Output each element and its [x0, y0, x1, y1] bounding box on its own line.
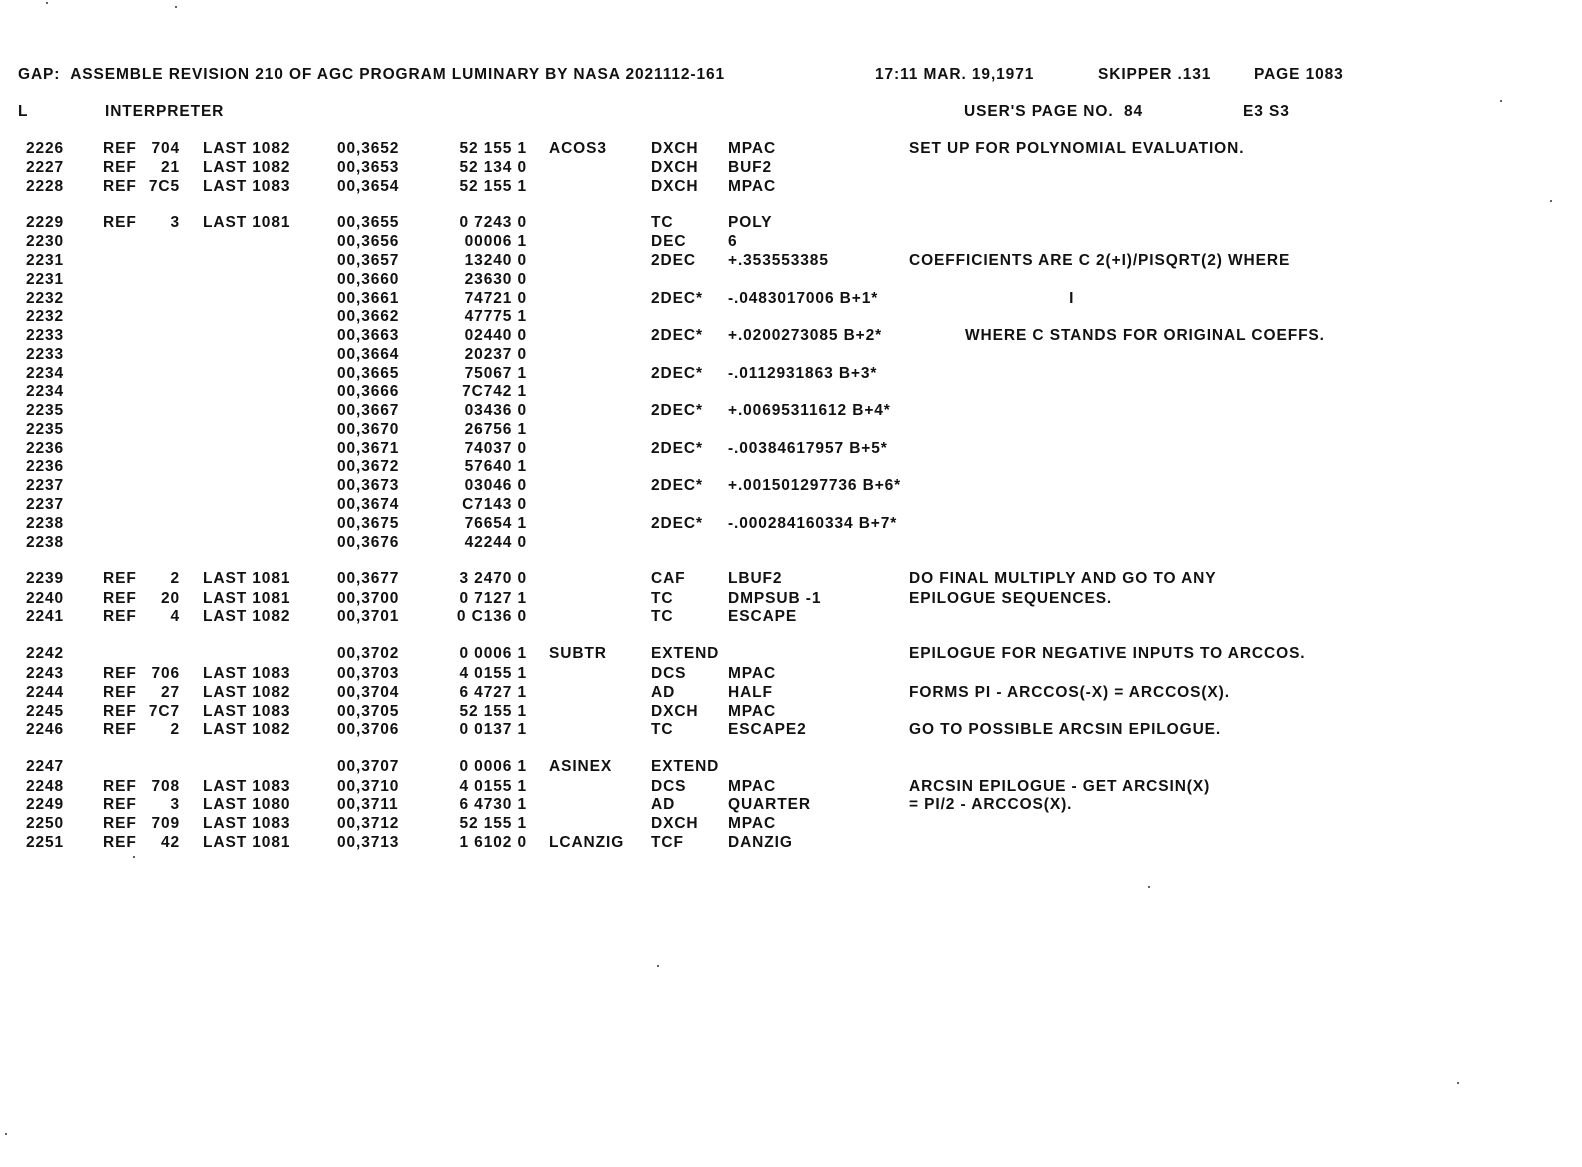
line-number: 2235	[26, 402, 65, 419]
operand: 6	[728, 233, 738, 250]
octal-word: 02440 0	[464, 327, 527, 344]
last-page: LAST 1082	[203, 608, 291, 625]
assembly-title: GAP: ASSEMBLE REVISION 210 OF AGC PROGRAM LUMINARY BY NASA 2021112-161	[18, 66, 726, 83]
address: 00,3710	[337, 778, 400, 795]
line-number: 2245	[26, 703, 65, 720]
last-page: LAST 1082	[203, 684, 291, 701]
ref-label: REF	[103, 608, 137, 625]
octal-word: 52 155 1	[459, 703, 527, 720]
symbol-label: ASINEX	[549, 758, 613, 775]
comment: FORMS PI - ARCCOS(-X) = ARCCOS(X).	[909, 684, 1230, 701]
line-number: 2248	[26, 778, 65, 795]
last-page: LAST 1080	[203, 796, 291, 813]
listing-row	[0, 645, 1582, 664]
address: 00,3660	[337, 271, 400, 288]
listing-row	[0, 608, 1582, 627]
operand: HALF	[728, 684, 773, 701]
operand: MPAC	[728, 665, 777, 682]
listing-row	[0, 233, 1582, 252]
octal-word: 23630 0	[464, 271, 527, 288]
line-number: 2240	[26, 590, 65, 607]
octal-word: 4 0155 1	[459, 778, 527, 795]
ref-count: 7C7	[148, 703, 180, 720]
listing-row	[0, 252, 1582, 271]
ref-label: REF	[103, 703, 137, 720]
listing-row	[0, 758, 1582, 777]
ref-count: 708	[151, 778, 180, 795]
ref-count: 7C5	[148, 178, 180, 195]
listing-row	[0, 778, 1582, 797]
address: 00,3707	[337, 758, 400, 775]
opcode: AD	[651, 684, 676, 701]
ref-label: REF	[103, 178, 137, 195]
octal-word: 76654 1	[464, 515, 527, 532]
scan-speck	[133, 856, 135, 858]
address: 00,3657	[337, 252, 400, 269]
line-number: 2237	[26, 477, 65, 494]
operand: +.353553385	[728, 252, 829, 269]
listing-row	[0, 515, 1582, 534]
operand: MPAC	[728, 178, 777, 195]
octal-word: 52 155 1	[459, 815, 527, 832]
listing-row	[0, 665, 1582, 684]
address: 00,3652	[337, 140, 400, 157]
line-number: 2233	[26, 346, 65, 363]
line-number: 2249	[26, 796, 65, 813]
operand: ESCAPE2	[728, 721, 807, 738]
ref-count: 20	[160, 590, 180, 607]
comment-continuation: WHERE C STANDS FOR ORIGINAL COEFFS.	[965, 327, 1325, 344]
comment: GO TO POSSIBLE ARCSIN EPILOGUE.	[909, 721, 1222, 738]
ref-label: REF	[103, 796, 137, 813]
scan-speck	[1550, 200, 1552, 202]
opcode: EXTEND	[651, 758, 720, 775]
last-page: LAST 1083	[203, 178, 291, 195]
address: 00,3663	[337, 327, 400, 344]
opcode: DCS	[651, 778, 687, 795]
listing-row	[0, 477, 1582, 496]
line-number: 2236	[26, 458, 65, 475]
line-number: 2242	[26, 645, 65, 662]
scan-speck	[46, 2, 48, 4]
opcode: 2DEC*	[651, 365, 703, 382]
listing-row	[0, 214, 1582, 233]
opcode: DXCH	[651, 159, 699, 176]
comment: EPILOGUE SEQUENCES.	[909, 590, 1113, 607]
address: 00,3664	[337, 346, 400, 363]
octal-word: 6 4727 1	[459, 684, 527, 701]
last-page: LAST 1082	[203, 140, 291, 157]
octal-word: 0 0006 1	[459, 645, 527, 662]
address: 00,3670	[337, 421, 400, 438]
line-number: 2226	[26, 140, 65, 157]
octal-word: 13240 0	[464, 252, 527, 269]
symbol-label: ACOS3	[549, 140, 607, 157]
listing-row	[0, 534, 1582, 553]
opcode: TC	[651, 214, 674, 231]
octal-word: 74721 0	[464, 290, 527, 307]
opcode: DXCH	[651, 178, 699, 195]
ref-count: 709	[151, 815, 180, 832]
octal-word: 1 6102 0	[459, 834, 527, 851]
scan-speck	[175, 6, 177, 8]
address: 00,3662	[337, 308, 400, 325]
scan-speck	[657, 965, 659, 967]
listing-row	[0, 290, 1582, 309]
section-title: INTERPRETER	[105, 103, 225, 120]
address: 00,3667	[337, 402, 400, 419]
operand: -.000284160334 B+7*	[728, 515, 898, 532]
last-page: LAST 1083	[203, 815, 291, 832]
octal-word: 52 155 1	[459, 178, 527, 195]
last-page: LAST 1082	[203, 721, 291, 738]
opcode: 2DEC*	[651, 290, 703, 307]
address: 00,3666	[337, 383, 400, 400]
line-number: 2243	[26, 665, 65, 682]
address: 00,3661	[337, 290, 400, 307]
address: 00,3700	[337, 590, 400, 607]
address: 00,3656	[337, 233, 400, 250]
listing-row	[0, 684, 1582, 703]
address: 00,3672	[337, 458, 400, 475]
listing-row	[0, 815, 1582, 834]
scan-speck	[1500, 100, 1502, 102]
listing-row	[0, 140, 1582, 159]
listing-row	[0, 496, 1582, 515]
octal-word: 4 0155 1	[459, 665, 527, 682]
symbol-label: SUBTR	[549, 645, 607, 662]
line-number: 2228	[26, 178, 65, 195]
operand: LBUF2	[728, 570, 783, 587]
address: 00,3711	[337, 796, 399, 813]
comment: SET UP FOR POLYNOMIAL EVALUATION.	[909, 140, 1245, 157]
line-number: 2251	[26, 834, 65, 851]
opcode: 2DEC*	[651, 402, 703, 419]
line-number: 2227	[26, 159, 65, 176]
listing-row	[0, 440, 1582, 459]
opcode: DEC	[651, 233, 687, 250]
ref-count: 27	[160, 684, 180, 701]
opcode: TC	[651, 608, 674, 625]
ref-label: REF	[103, 778, 137, 795]
opcode: CAF	[651, 570, 686, 587]
listing-row	[0, 721, 1582, 740]
octal-word: 0 0137 1	[459, 721, 527, 738]
line-number: 2241	[26, 608, 65, 625]
address: 00,3702	[337, 645, 400, 662]
operand: ESCAPE	[728, 608, 798, 625]
address: 00,3713	[337, 834, 400, 851]
line-number: 2250	[26, 815, 65, 832]
listing-row	[0, 570, 1582, 589]
listing-row	[0, 402, 1582, 421]
line-number: 2234	[26, 365, 65, 382]
line-number: 2229	[26, 214, 65, 231]
listing-row	[0, 346, 1582, 365]
ref-label: REF	[103, 590, 137, 607]
listing-row	[0, 327, 1582, 346]
octal-word: 0 7243 0	[459, 214, 527, 231]
ref-count: 2	[170, 721, 180, 738]
opcode: 2DEC	[651, 252, 696, 269]
opcode: 2DEC*	[651, 327, 703, 344]
last-page: LAST 1081	[203, 570, 291, 587]
operand: MPAC	[728, 815, 777, 832]
listing-row	[0, 590, 1582, 609]
octal-word: 52 155 1	[459, 140, 527, 157]
last-page: LAST 1083	[203, 703, 291, 720]
operand: MPAC	[728, 140, 777, 157]
operand: -.0112931863 B+3*	[728, 365, 878, 382]
octal-word: 26756 1	[464, 421, 527, 438]
operand: MPAC	[728, 778, 777, 795]
ref-label: REF	[103, 815, 137, 832]
line-number: 2237	[26, 496, 65, 513]
scan-speck	[5, 1133, 7, 1135]
listing-row	[0, 458, 1582, 477]
address: 00,3654	[337, 178, 400, 195]
opcode: 2DEC*	[651, 515, 703, 532]
octal-word: 6 4730 1	[459, 796, 527, 813]
listing-row	[0, 271, 1582, 290]
octal-word: C7143 0	[462, 496, 527, 513]
ref-count: 2	[170, 570, 180, 587]
listing-row	[0, 308, 1582, 327]
listing-row	[0, 365, 1582, 384]
opcode: DXCH	[651, 815, 699, 832]
address: 00,3677	[337, 570, 400, 587]
line-number: 2246	[26, 721, 65, 738]
operand: DANZIG	[728, 834, 793, 851]
page-number: PAGE 1083	[1254, 66, 1344, 83]
octal-word: 03436 0	[464, 402, 527, 419]
listing-row	[0, 159, 1582, 178]
skipper-label: SKIPPER .131	[1098, 66, 1212, 83]
address: 00,3703	[337, 665, 400, 682]
comment-continuation: I	[965, 290, 1075, 307]
address: 00,3676	[337, 534, 400, 551]
users-page-number: USER'S PAGE NO. 84	[964, 103, 1143, 120]
octal-word: 47775 1	[464, 308, 527, 325]
assembly-timestamp: 17:11 MAR. 19,1971	[875, 66, 1035, 83]
operand: +.0200273085 B+2*	[728, 327, 883, 344]
octal-word: 0 7127 1	[459, 590, 527, 607]
opcode: TC	[651, 590, 674, 607]
ref-count: 42	[160, 834, 180, 851]
address: 00,3671	[337, 440, 400, 457]
ref-label: REF	[103, 159, 137, 176]
listing-row	[0, 834, 1582, 853]
opcode: TCF	[651, 834, 684, 851]
operand: POLY	[728, 214, 773, 231]
last-page: LAST 1082	[203, 159, 291, 176]
opcode: DXCH	[651, 703, 699, 720]
line-number: 2244	[26, 684, 65, 701]
listing-row	[0, 703, 1582, 722]
address: 00,3701	[337, 608, 400, 625]
last-page: LAST 1081	[203, 214, 291, 231]
line-number: 2233	[26, 327, 65, 344]
line-number: 2232	[26, 308, 65, 325]
ref-label: REF	[103, 570, 137, 587]
octal-word: 03046 0	[464, 477, 527, 494]
opcode: DCS	[651, 665, 687, 682]
comment: ARCSIN EPILOGUE - GET ARCSIN(X)	[909, 778, 1211, 795]
line-number: 2238	[26, 534, 65, 551]
line-number: 2232	[26, 290, 65, 307]
operand: DMPSUB -1	[728, 590, 822, 607]
line-number: 2231	[26, 252, 65, 269]
address: 00,3653	[337, 159, 400, 176]
comment: = PI/2 - ARCCOS(X).	[909, 796, 1073, 813]
octal-word: 3 2470 0	[459, 570, 527, 587]
ref-label: REF	[103, 140, 137, 157]
address: 00,3706	[337, 721, 400, 738]
line-number: 2235	[26, 421, 65, 438]
octal-word: 0 C136 0	[456, 608, 527, 625]
subheader-mark: L	[18, 103, 29, 120]
address: 00,3674	[337, 496, 400, 513]
ref-count: 4	[170, 608, 180, 625]
operand: -.00384617957 B+5*	[728, 440, 888, 457]
opcode: EXTEND	[651, 645, 720, 662]
operand: -.0483017006 B+1*	[728, 290, 879, 307]
opcode: TC	[651, 721, 674, 738]
ref-label: REF	[103, 684, 137, 701]
ref-count: 3	[170, 214, 180, 231]
ref-label: REF	[103, 214, 137, 231]
opcode: 2DEC*	[651, 477, 703, 494]
symbol-label: LCANZIG	[549, 834, 625, 851]
comment: EPILOGUE FOR NEGATIVE INPUTS TO ARCCOS.	[909, 645, 1306, 662]
listing-row	[0, 421, 1582, 440]
line-number: 2238	[26, 515, 65, 532]
line-number: 2231	[26, 271, 65, 288]
ref-count: 704	[151, 140, 180, 157]
operand: QUARTER	[728, 796, 811, 813]
line-number: 2239	[26, 570, 65, 587]
address: 00,3712	[337, 815, 400, 832]
address: 00,3655	[337, 214, 400, 231]
section-code: E3 S3	[1243, 103, 1290, 120]
last-page: LAST 1081	[203, 590, 291, 607]
last-page: LAST 1081	[203, 834, 291, 851]
octal-word: 7C742 1	[462, 383, 527, 400]
scan-speck	[1148, 886, 1150, 888]
octal-word: 00006 1	[464, 233, 527, 250]
address: 00,3675	[337, 515, 400, 532]
octal-word: 57640 1	[464, 458, 527, 475]
octal-word: 20237 0	[464, 346, 527, 363]
opcode: DXCH	[651, 140, 699, 157]
operand: MPAC	[728, 703, 777, 720]
comment: COEFFICIENTS ARE C 2(+I)/PISQRT(2) WHERE	[909, 252, 1291, 269]
line-number: 2234	[26, 383, 65, 400]
listing-row	[0, 178, 1582, 197]
line-number: 2236	[26, 440, 65, 457]
ref-label: REF	[103, 834, 137, 851]
ref-count: 21	[160, 159, 180, 176]
address: 00,3704	[337, 684, 400, 701]
octal-word: 75067 1	[464, 365, 527, 382]
opcode: 2DEC*	[651, 440, 703, 457]
octal-word: 52 134 0	[459, 159, 527, 176]
line-number: 2247	[26, 758, 65, 775]
ref-count: 3	[170, 796, 180, 813]
address: 00,3705	[337, 703, 400, 720]
operand: +.00695311612 B+4*	[728, 402, 891, 419]
opcode: AD	[651, 796, 676, 813]
listing-row	[0, 796, 1582, 815]
octal-word: 0 0006 1	[459, 758, 527, 775]
last-page: LAST 1083	[203, 778, 291, 795]
listing-row	[0, 383, 1582, 402]
ref-count: 706	[151, 665, 180, 682]
scan-speck	[1457, 1082, 1459, 1084]
octal-word: 42244 0	[464, 534, 527, 551]
ref-label: REF	[103, 665, 137, 682]
line-number: 2230	[26, 233, 65, 250]
comment: DO FINAL MULTIPLY AND GO TO ANY	[909, 570, 1217, 587]
operand: +.001501297736 B+6*	[728, 477, 902, 494]
address: 00,3673	[337, 477, 400, 494]
ref-label: REF	[103, 721, 137, 738]
address: 00,3665	[337, 365, 400, 382]
octal-word: 74037 0	[464, 440, 527, 457]
last-page: LAST 1083	[203, 665, 291, 682]
operand: BUF2	[728, 159, 773, 176]
